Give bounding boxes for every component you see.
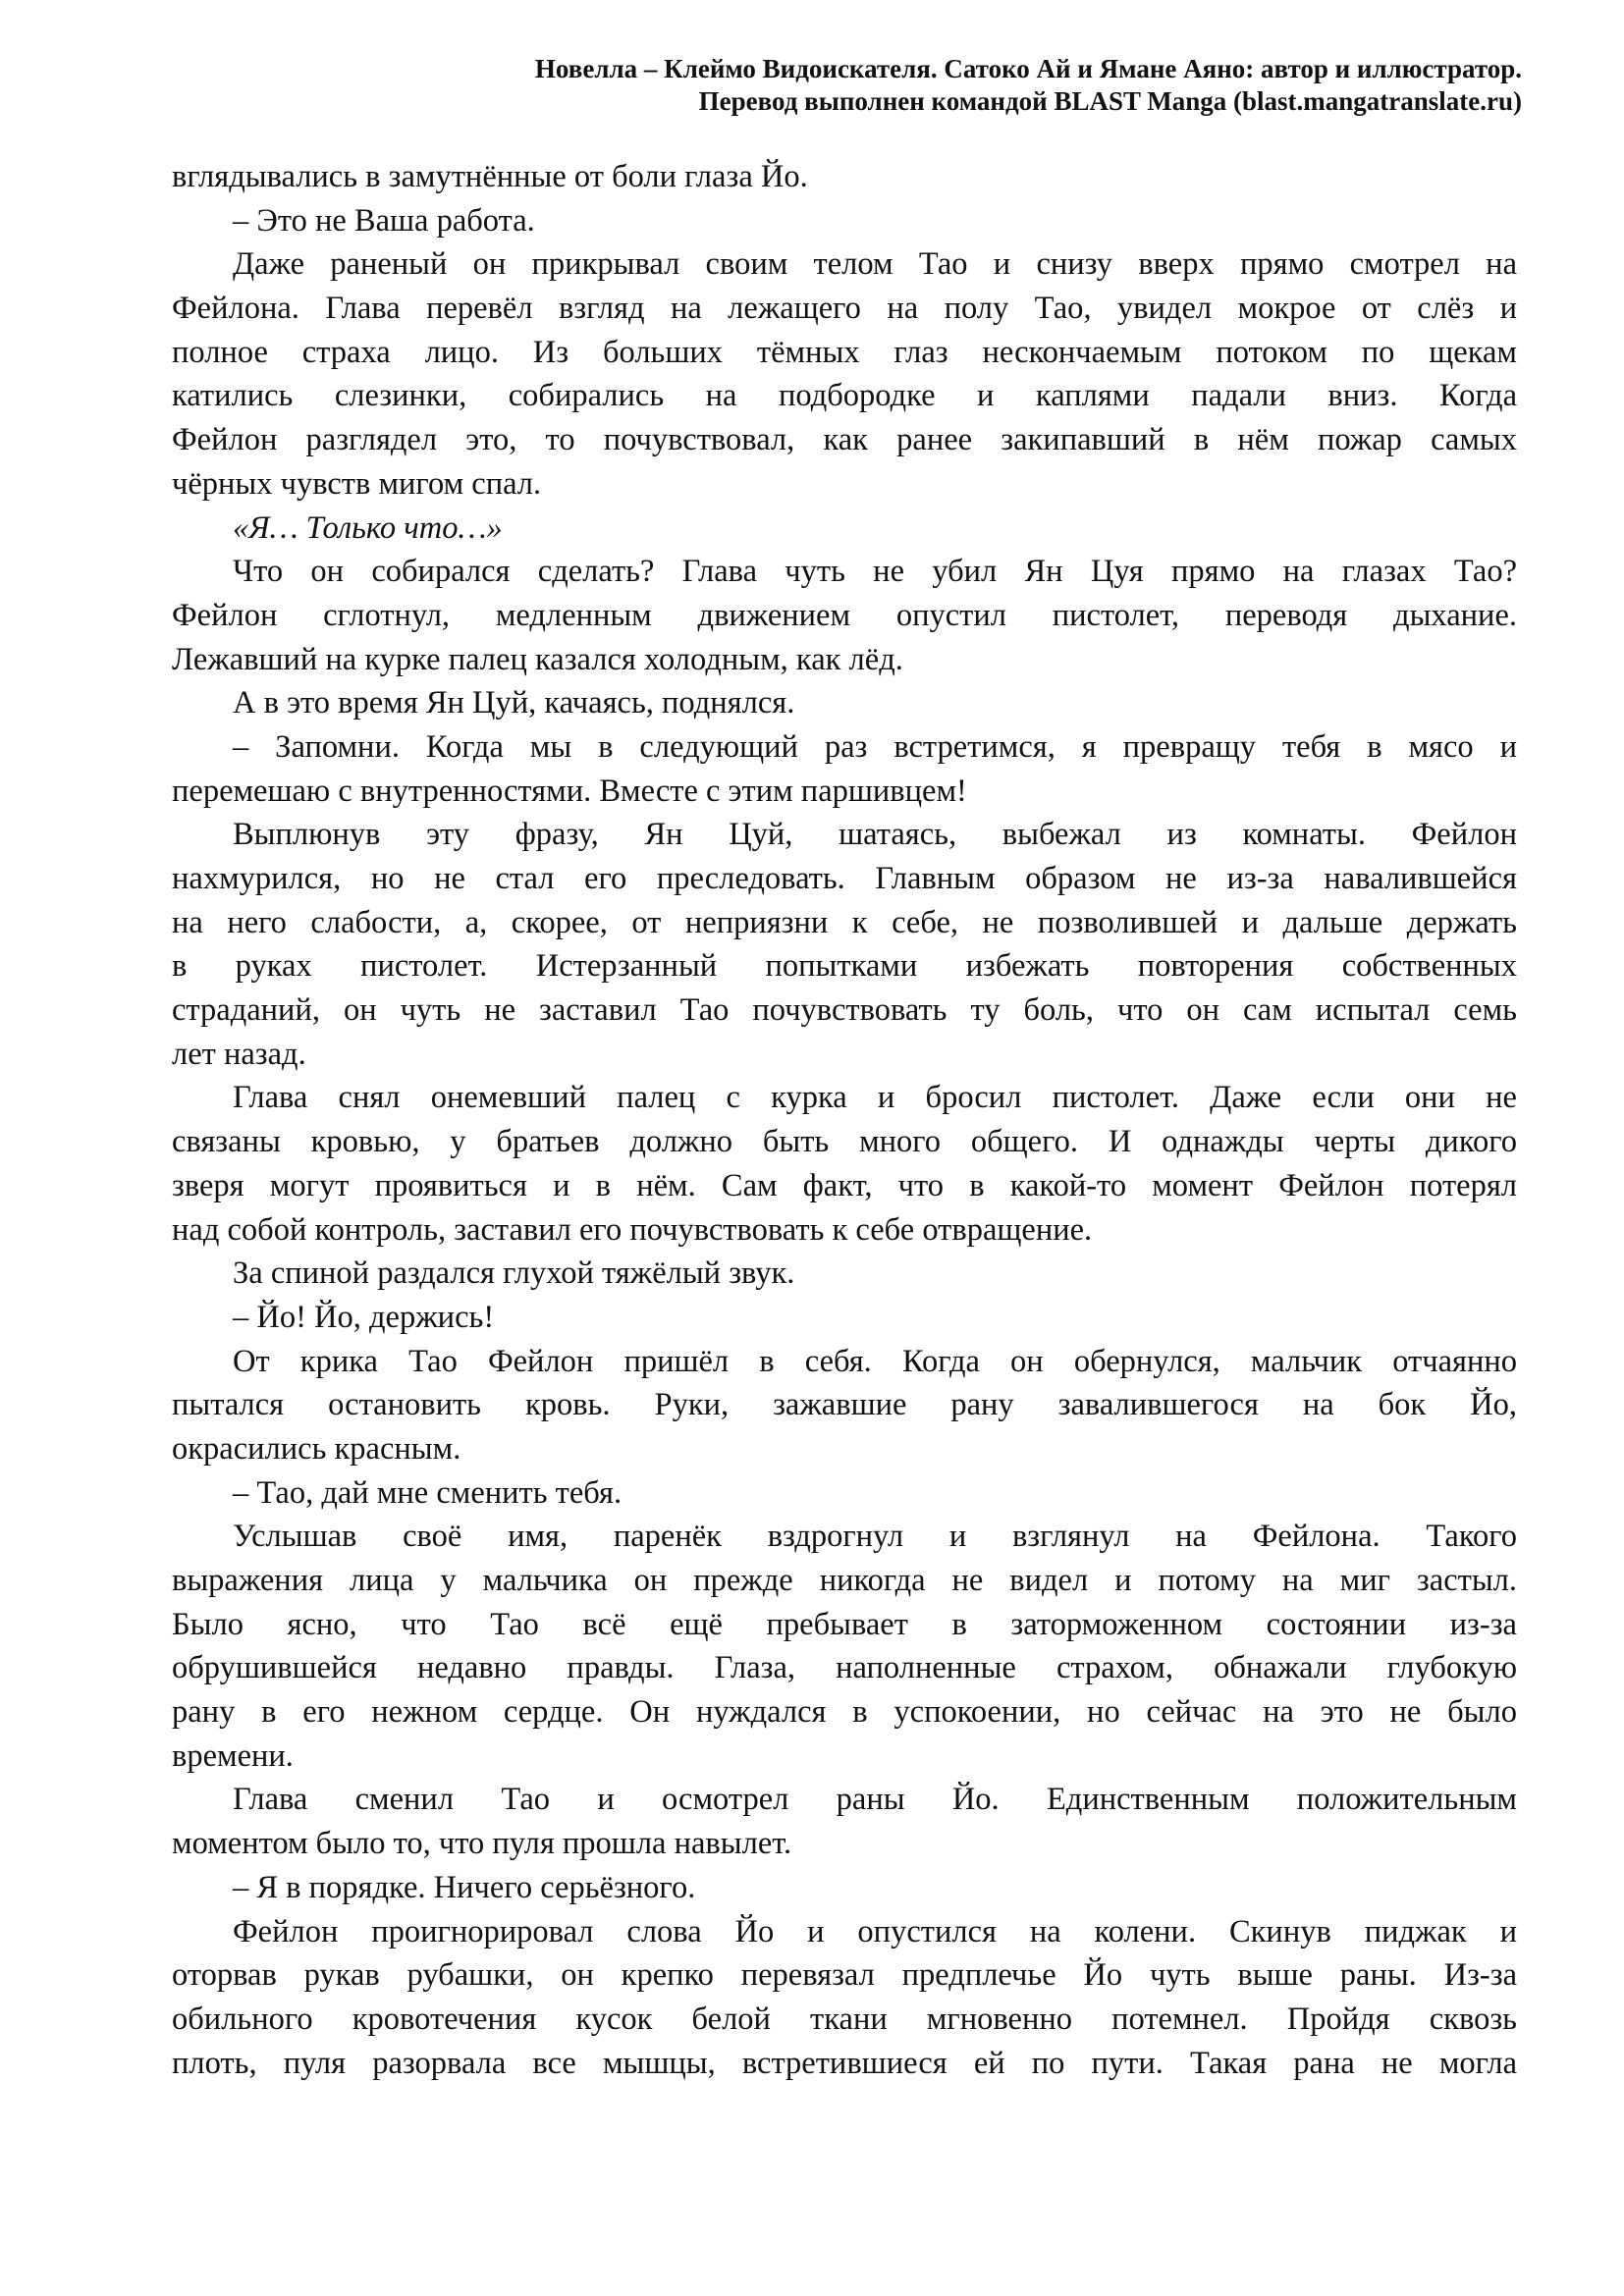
text-line: Что он собирался сделать? Глава чуть не убил Ян Цуя прямо на глазах Тао? (233, 554, 1517, 590)
text-line: моментом было то, что пуля прошла навылет. (172, 1826, 792, 1862)
text-line: Лежавший на курке палец казался холодным, как лёд. (172, 641, 903, 677)
text-line: – Это не Ваша работа. (233, 202, 535, 239)
text-line: Глава снял онемевший палец с курка и бросил пистолет. Даже если они не (233, 1080, 1517, 1116)
paragraph (172, 550, 1517, 681)
text-line: выражения лица у мальчика он прежде никогда не видел и потому на миг застыл. (172, 1563, 1517, 1598)
text-line: рану в его нежном сердце. Он нуждался в успокоении, но сейчас на это не было (172, 1694, 1517, 1731)
text-line: над собой контроль, заставил его почувствовать к себе отвращение. (172, 1211, 1093, 1248)
text-line: Глава сменил Тао и осмотрел раны Йо. Единственным положительным (233, 1782, 1517, 1818)
paragraph (172, 813, 1517, 1076)
text-line: Фейлон разглядел это, то почувствовал, как ранее закипавший в нём пожар самых (172, 422, 1517, 458)
text-line: обильного кровотечения кусок белой ткани мгновенно потемнел. Пройдя сквозь (172, 2001, 1517, 2037)
paragraph (172, 1296, 1517, 1340)
text-line: – Йо! Йо, держись! (233, 1299, 495, 1335)
text-line: катились слезинки, собирались на подбородке и каплями падали вниз. Когда (172, 378, 1517, 414)
paragraph (172, 1076, 1517, 1252)
text-line: – Я в порядке. Ничего серьёзного. (233, 1869, 696, 1905)
text-line: времени. (172, 1737, 294, 1774)
paragraph (172, 681, 1517, 725)
text-line: «Я… Только что…» (233, 509, 503, 546)
text-line: связаны кровью, у братьев должно быть много общего. И однажды черты дикого (172, 1124, 1517, 1160)
text-line: Выплюнув эту фразу, Ян Цуй, шатаясь, выбежал из комнаты. Фейлон (233, 817, 1517, 853)
paragraph (172, 1471, 1517, 1516)
paragraph (172, 1515, 1517, 1778)
paragraph (172, 242, 1517, 506)
text-line: А в это время Ян Цуй, качаясь, поднялся. (233, 685, 795, 721)
text-line: Фейлон сглотнул, медленным движением опустил пистолет, переводя дыхание. (172, 597, 1517, 633)
paragraph (172, 155, 1517, 199)
text-line: вглядывались в замутнённые от боли глаза Йо. (172, 159, 808, 194)
text-line: оторвав рукав рубашки, он крепко перевязал предплечье Йо чуть выше раны. Из-за (172, 1957, 1517, 1994)
text-line: Услышав своё имя, паренёк вздрогнул и взглянул на Фейлона. Такого (233, 1519, 1517, 1555)
text-line: перемешаю с внутренностями. Вместе с этим паршивцем! (172, 773, 967, 809)
page-header (535, 53, 1522, 118)
paragraph (172, 199, 1517, 243)
paragraph (172, 1778, 1517, 1865)
text-line: – Запомни. Когда мы в следующий раз встретимся, я превращу тебя в мясо и (233, 728, 1517, 765)
document-body (172, 155, 1517, 2085)
paragraph (172, 1910, 1517, 2086)
header-title-line: Новелла – Клеймо Видоискателя. Сатоко Ай и Ямане Аяно: автор и иллюстратор. (534, 54, 1522, 83)
text-line: За спиной раздался глухой тяжёлый звук. (233, 1255, 795, 1292)
header-credit-line: Перевод выполнен командой BLAST Manga (blast.mangatranslate.ru) (698, 86, 1522, 116)
text-line: обрушившейся недавно правды. Глаза, наполненные страхом, обнажали глубокую (172, 1650, 1517, 1686)
text-line: плоть, пуля разорвала все мышцы, встретившиеся ей по пути. Такая рана не могла (172, 2045, 1517, 2081)
text-line: Фейлона. Глава перевёл взгляд на лежащего на полу Тао, увидел мокрое от слёз и (172, 291, 1517, 327)
text-line: нахмурился, но не стал его преследовать. Главным образом не из-за навалившейся (172, 861, 1517, 896)
text-line: пытался остановить кровь. Руки, зажавшие рану завалившегося на бок Йо, (172, 1387, 1517, 1423)
text-line: – Тао, дай мне сменить тебя. (233, 1474, 623, 1511)
text-line: Было ясно, что Тао всё ещё пребывает в заторможенном состоянии из-за (172, 1606, 1517, 1642)
text-line: полное страха лицо. Из больших тёмных глаз нескончаемым потоком по щекам (172, 334, 1517, 370)
paragraph (172, 1252, 1517, 1296)
paragraph (172, 1866, 1517, 1910)
text-line: чёрных чувств мигом спал. (172, 465, 542, 502)
text-line: От крика Тао Фейлон пришёл в себя. Когда он обернулся, мальчик отчаянно (233, 1343, 1517, 1379)
text-line: зверя могут проявиться и в нём. Сам факт, что в какой-то момент Фейлон потерял (172, 1167, 1517, 1203)
text-line: страданий, он чуть не заставил Тао почувствовать ту боль, что он сам испытал семь (172, 992, 1517, 1029)
paragraph (172, 725, 1517, 813)
text-line: Фейлон проигнорировал слова Йо и опустился на колени. Скинув пиджак и (233, 1913, 1517, 1949)
text-line: лет назад. (172, 1036, 306, 1072)
text-line: окрасились красным. (172, 1430, 461, 1467)
text-line: на него слабости, а, скорее, от неприязни к себе, не позволившей и дальше держать (172, 904, 1517, 940)
text-line: Даже раненый он прикрывал своим телом Тао и снизу вверх прямо смотрел на (233, 246, 1517, 283)
text-line: в руках пистолет. Истерзанный попытками избежать повторения собственных (172, 948, 1517, 985)
paragraph (172, 1340, 1517, 1471)
paragraph (172, 507, 1517, 551)
